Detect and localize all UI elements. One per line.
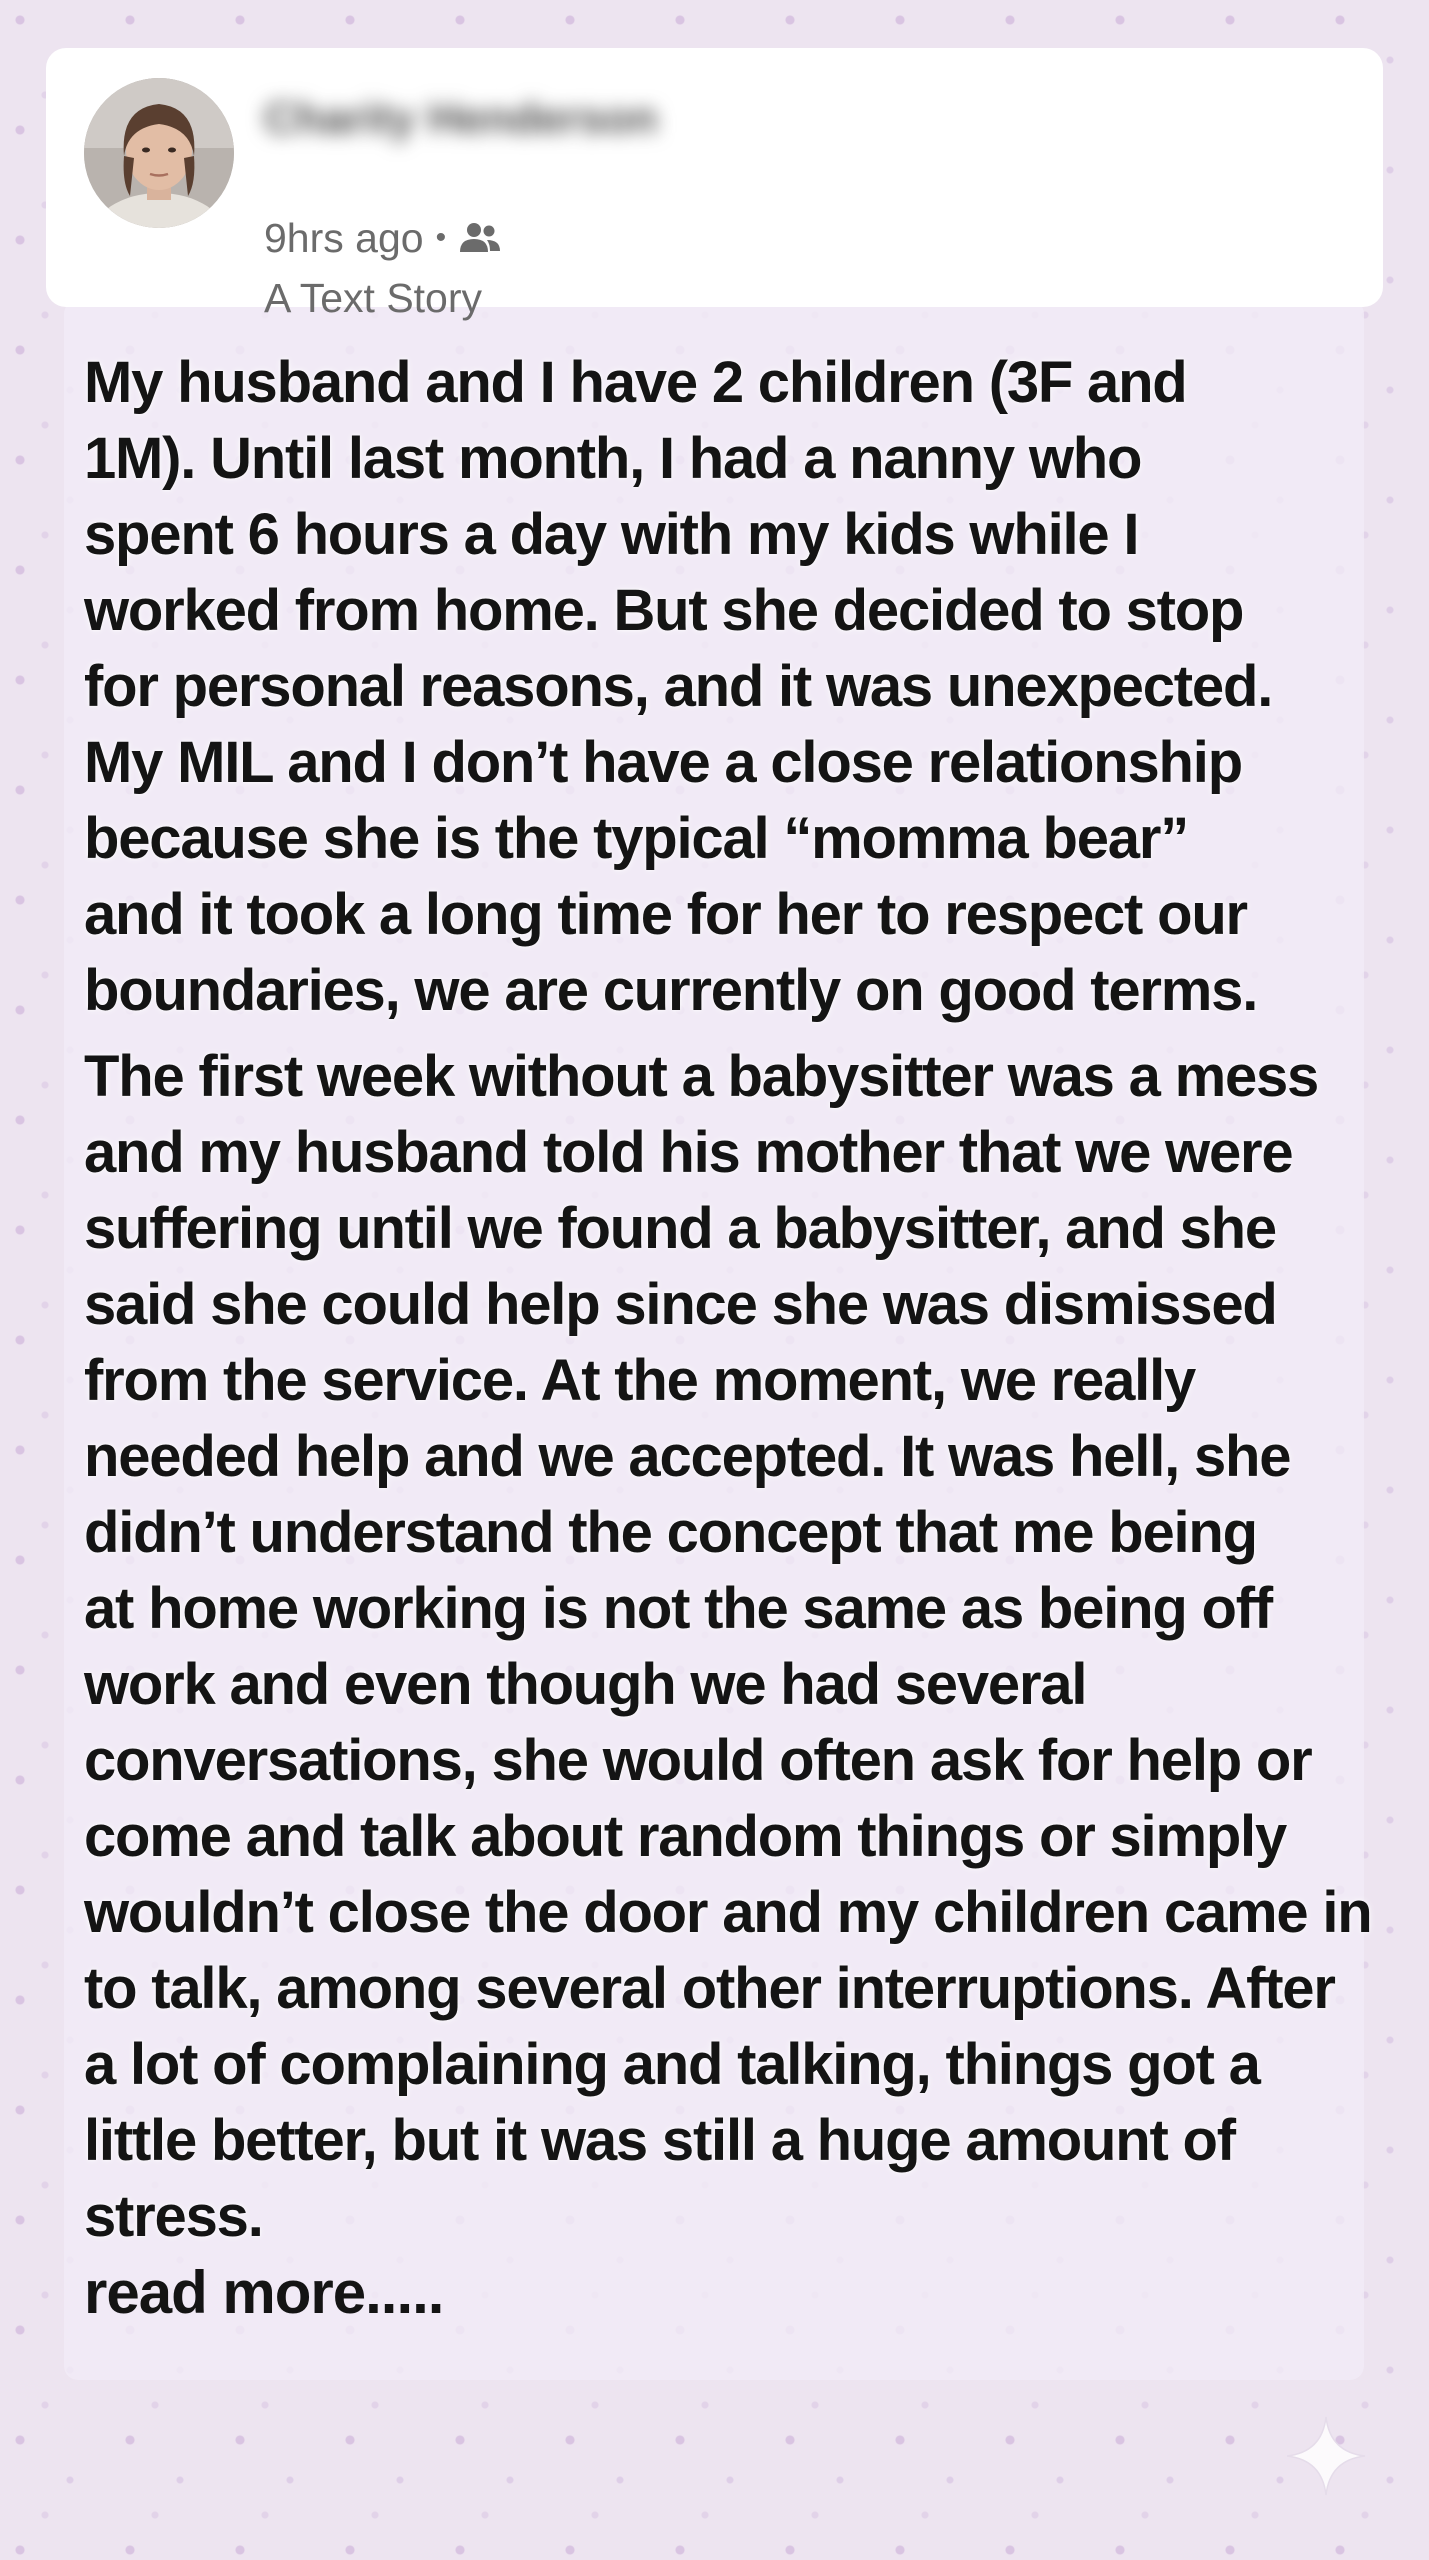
read-more-link[interactable]: read more..... (84, 2259, 444, 2326)
avatar[interactable] (84, 78, 234, 228)
story-paragraph-1: My husband and I have 2 children (3F and 1M). Until last month, I had a nanny who spent 6 hours a day with my kids while I worked from home. But she decided to stop for personal reasons, and it was unexpected. My MIL and I don’t have a close relationship because she is the typical “momma bear” and it took a long time for her to respect our boundaries, we are currently on good terms. (84, 350, 1273, 1023)
friends-icon[interactable] (458, 220, 502, 256)
post-header (46, 48, 1383, 321)
story-body (84, 345, 1384, 2265)
meta-separator: • (435, 221, 447, 254)
post-time: 9hrs ago (264, 214, 424, 261)
avatar-image (84, 78, 234, 228)
post-meta (264, 210, 502, 266)
story-type-label: A Text Story (264, 275, 483, 321)
author-name[interactable]: Charity Henderson (264, 94, 658, 143)
sparkle-icon (1283, 2413, 1369, 2499)
story-paragraph-2: The first week without a babysitter was a mess and my husband told his mother that we were suffering until we found a babysitter, and she said she could help since she was dismissed from the service. At the moment, we really needed help and we accepted. It was hell, she didn’t understand the concept that me being at home working is not the same as being off work and even though we had several conversations, she would often ask for help or come and talk about random things or simply wouldn’t close the door and my children came in to talk, among several other interruptions. After a lot of complaining and talking, things got a little better, but it was still a huge amount of stress. (84, 1044, 1372, 2249)
